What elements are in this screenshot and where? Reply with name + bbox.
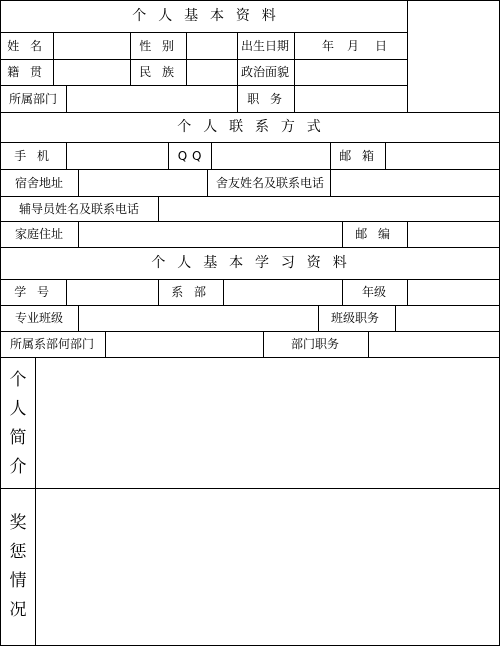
label-postcode: 邮编: [355, 227, 401, 241]
grid-line: [186, 32, 187, 85]
grid-line: [0, 112, 500, 113]
grid-line: [0, 169, 500, 170]
birth-day-unit: 日: [374, 39, 388, 53]
label-rewards-char: 况: [9, 600, 27, 620]
grid-line: [78, 305, 79, 331]
label-department: 所属部门: [8, 92, 58, 106]
label-mobile: 手机: [14, 149, 60, 163]
grid-line: [330, 142, 331, 169]
grid-line: [130, 32, 131, 85]
grid-line: [342, 221, 343, 247]
grid-line: [78, 169, 79, 196]
grid-line: [237, 85, 238, 112]
grid-line: [66, 279, 67, 305]
grid-line: [294, 32, 295, 85]
grid-line: [330, 169, 331, 196]
label-rewards-char: 奖: [9, 513, 27, 533]
grid-line: [0, 305, 500, 306]
grid-line: [35, 357, 36, 645]
birth-year-unit: 年: [321, 39, 335, 53]
label-class-position: 班级职务: [330, 311, 380, 325]
photo-border: [407, 0, 408, 112]
label-faculty: 系部: [171, 285, 217, 299]
grid-line: [211, 142, 212, 169]
label-name: 姓名: [7, 39, 53, 53]
grid-line: [78, 221, 79, 247]
label-qq: QQ: [177, 149, 207, 163]
grid-line: [342, 279, 343, 305]
label-ethnicity: 民族: [139, 65, 185, 79]
label-rewards-char: 情: [9, 571, 27, 591]
grid-line: [0, 32, 407, 33]
grid-line: [0, 196, 500, 197]
grid-line: [294, 85, 295, 112]
label-dept-affiliation: 所属系部何部门: [9, 337, 95, 351]
label-profile-char: 简: [9, 428, 27, 448]
label-profile-char: 人: [9, 399, 27, 419]
grid-line: [223, 279, 224, 305]
grid-line: [66, 142, 67, 169]
grid-line: [0, 279, 500, 280]
grid-line: [407, 221, 408, 247]
label-dorm-address: 宿舍地址: [14, 176, 64, 190]
grid-line: [207, 169, 208, 196]
label-birth-date: 出生日期: [240, 39, 290, 53]
label-native-place: 籍贯: [7, 65, 53, 79]
grid-line: [318, 305, 319, 331]
label-gender: 性别: [139, 39, 185, 53]
grid-line: [407, 279, 408, 305]
grid-line: [0, 645, 500, 646]
grid-line: [237, 32, 238, 85]
section-title-basic-info: 个人基本资料: [132, 8, 288, 24]
grid-line: [0, 247, 500, 248]
birth-month-unit: 月: [346, 39, 360, 53]
grid-line: [158, 196, 159, 221]
label-profile-char: 介: [9, 457, 27, 477]
label-position: 职务: [247, 92, 293, 106]
grid-line: [0, 0, 500, 1]
grid-line: [0, 221, 500, 222]
label-major-class: 专业班级: [14, 311, 64, 325]
label-rewards-char: 惩: [9, 542, 27, 562]
grid-line: [0, 85, 407, 86]
label-home-address: 家庭住址: [14, 227, 64, 241]
grid-line: [168, 142, 169, 169]
grid-line: [263, 331, 264, 357]
label-dept-position: 部门职务: [290, 337, 340, 351]
grid-line: [105, 331, 106, 357]
label-political-status: 政治面貌: [240, 65, 290, 79]
label-email: 邮箱: [339, 149, 385, 163]
label-roommate-contact: 舍友姓名及联系电话: [215, 176, 325, 190]
grid-line: [0, 331, 500, 332]
label-profile-char: 个: [9, 370, 27, 390]
grid-line: [66, 85, 67, 112]
grid-line: [0, 142, 500, 143]
label-student-id: 学号: [14, 285, 60, 299]
grid-line: [0, 488, 500, 489]
grid-line: [395, 305, 396, 331]
section-title-contact: 个人联系方式: [177, 119, 333, 135]
section-title-study: 个人基本学习资料: [151, 255, 359, 271]
label-rewards: [7, 509, 29, 625]
grid-line: [158, 279, 159, 305]
label-counselor-contact: 辅导员姓名及联系电话: [18, 202, 140, 216]
label-profile: [7, 366, 29, 482]
grid-line: [0, 357, 500, 358]
label-grade: 年级: [361, 285, 387, 299]
grid-line: [368, 331, 369, 357]
grid-line: [0, 59, 407, 60]
grid-line: [0, 0, 1, 646]
